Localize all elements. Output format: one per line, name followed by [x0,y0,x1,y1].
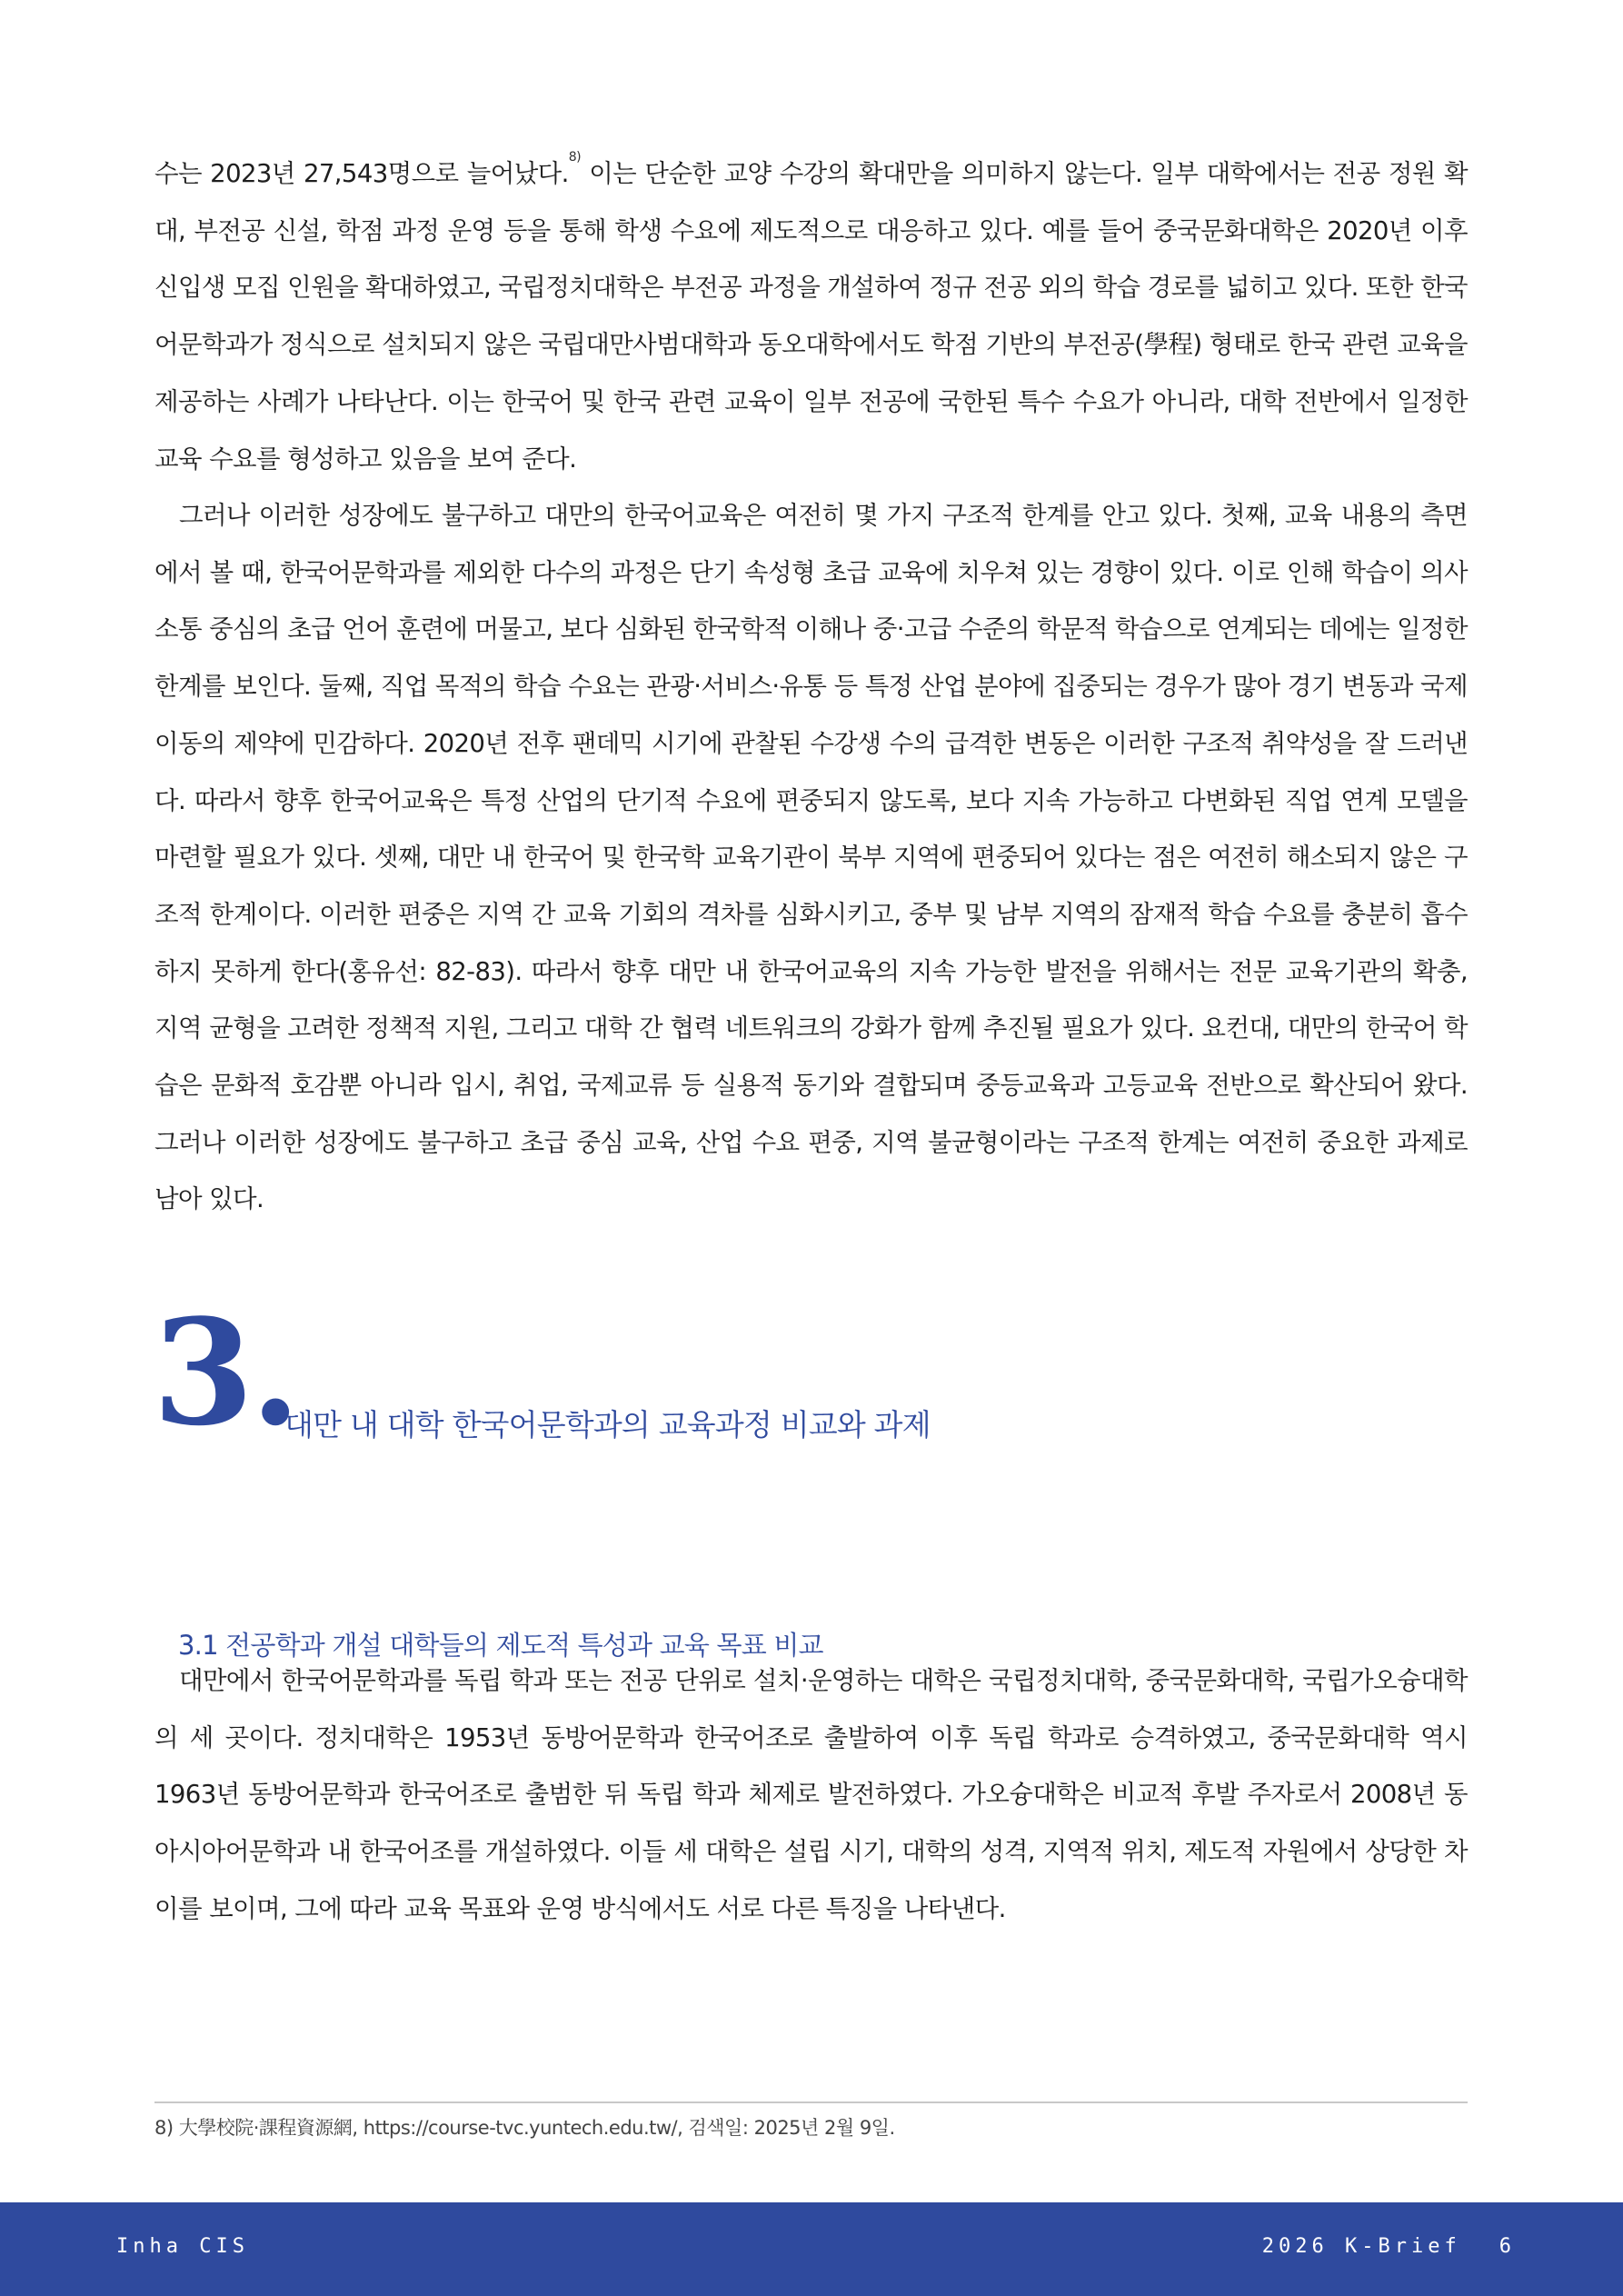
body-paragraph-1 [154,145,1468,487]
footnote-ref-8[interactable]: 8) [568,150,581,165]
section-title: 대만 내 대학 한국어문학과의 교육과정 비교와 과제 [284,1407,931,1442]
footnote-8: 8) 大學校院·課程資源網, https://course-tvc.yuntech.edu.tw/, 검색일: 2025년 2월 9일. [154,2117,895,2139]
page-number: 6 [1499,2235,1516,2258]
section-heading [153,1287,1470,1472]
footnote-divider [154,2101,1468,2103]
footer-organization: Inha CIS [116,2235,249,2258]
body-paragraph-3: 대만에서 한국어문학과를 독립 학과 또는 전공 단위로 설치·운영하는 대학은 국립정치대학, 중국문화대학, 국립가오슝대학의 세 곳이다. 정치대학은 1953년 동방어문학과 한국어조로 출발하여 이후 독립 학과로 승격하였고, 중국문화대학 역시 1963년 동방어문학과 한국어조로 출범한 뒤 독립 학과 체제로 발전하였다. 가오슝대학은 비교적 후발 주자로서 2008년 동아시아어문학과 내 한국어조를 개설하였다. 이들 세 대학은 설립 시기, 대학의 성격, 지역적 위치, 제도적 자원에서 상당한 차이를 보이며, 그에 따라 교육 목표와 운영 방식에서도 서로 다른 특징을 나타낸다. [154,1666,1468,1923]
paragraph-1-lead: 수는 2023년 27,543명으로 늘어났다. [154,159,569,188]
section-number: 3. [153,1287,298,1458]
footer-publication: 2026 K-Brief [1261,2235,1461,2258]
body-paragraph-2: 그러나 이러한 성장에도 불구하고 대만의 한국어교육은 여전히 몇 가지 구조적 한계를 안고 있다. 첫째, 교육 내용의 측면에서 볼 때, 한국어문학과를 제외한 다수의 과정은 단기 속성형 초급 교육에 치우쳐 있는 경향이 있다. 이로 인해 학습이 의사소통 중심의 초급 언어 훈련에 머물고, 보다 심화된 한국학적 이해나 중·고급 수준의 학문적 학습으로 연계되는 데에는 일정한 한계를 보인다. 둘째, 직업 목적의 학습 수요는 관광·서비스·유통 등 특정 산업 분야에 집중되는 경우가 많아 경기 변동과 국제 이동의 제약에 민감하다. 2020년 전후 팬데믹 시기에 관찰된 수강생 수의 급격한 변동은 이러한 구조적 취약성을 잘 드러낸다. 따라서 향후 한국어교육은 특정 산업의 단기적 수요에 편중되지 않도록, 보다 지속 가능하고 다변화된 직업 연계 모델을 마련할 필요가 있다. 셋째, 대만 내 한국어 및 한국학 교육기관이 북부 지역에 편중되어 있다는 점은 여전히 해소되지 않은 구조적 한계이다. 이러한 편중은 지역 간 교육 기회의 격차를 심화시키고, 중부 및 남부 지역의 잠재적 학습 수요를 충분히 흡수하지 못하게 한다(홍유선: 82-83). 따라서 향후 대만 내 한국어교육의 지속 가능한 발전을 위해서는 전문 교육기관의 확충, 지역 균형을 고려한 정책적 지원, 그리고 대학 간 협력 네트워크의 강화가 함께 추진될 필요가 있다. 요컨대, 대만의 한국어 학습은 문화적 호감뿐 아니라 입시, 취업, 국제교류 등 실용적 동기와 결합되며 중등교육과 고등교육 전반으로 확산되어 왔다. 그러나 이러한 성장에도 불구하고 초급 중심 교육, 산업 수요 편중, 지역 불균형이라는 구조적 한계는 여전히 중요한 과제로 남아 있다. [154,501,1468,1214]
footer-publication-info [1262,2235,1516,2258]
paragraph-1-rest: 이는 단순한 교양 수강의 확대만을 의미하지 않는다. 일부 대학에서는 전공 정원 확대, 부전공 신설, 학점 과정 운영 등을 통해 학생 수요에 제도적으로 대응하고 있다. 예를 들어 중국문화대학은 2020년 이후 신입생 모집 인원을 확대하였고, 국립정치대학은 부전공 과정을 개설하여 정규 전공 외의 학습 경로를 넓히고 있다. 또한 한국어문학과가 정식으로 설치되지 않은 국립대만사범대학과 동오대학에서도 학점 기반의 부전공(學程) 형태로 한국 관련 교육을 제공하는 사례가 나타난다. 이는 한국어 및 한국 관련 교육이 일부 전공에 국한된 특수 수요가 아니라, 대학 전반에서 일정한 교육 수요를 형성하고 있음을 보여 준다. [154,159,1468,474]
footer-bar [0,2202,1623,2296]
subsection-title: 3.1 전공학과 개설 대학들의 제도적 특성과 교육 목표 비교 [178,1630,823,1661]
